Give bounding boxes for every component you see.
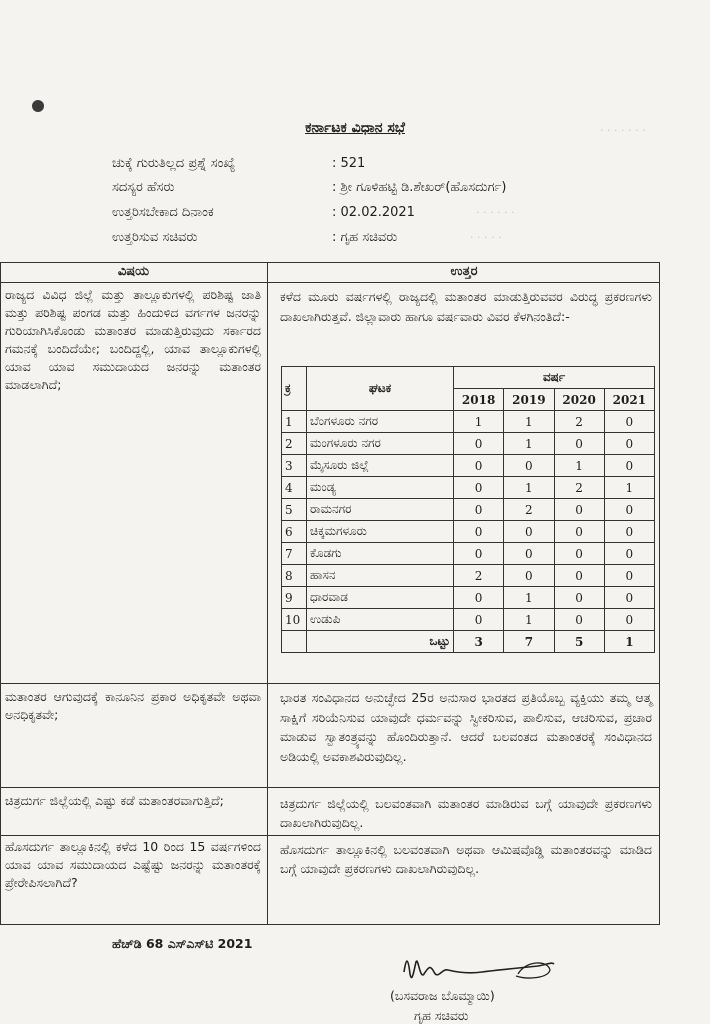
member-name-value: : ಶ್ರೀ ಗೂಳಿಹಟ್ಟಿ ಡಿ.ಶೇಖರ್(ಹೊಸದುರ್ಗ) <box>332 180 507 195</box>
column-divider <box>267 262 268 925</box>
row-value: 0 <box>554 587 604 609</box>
total-label: ಒಟ್ಟು <box>307 631 454 653</box>
answer-3: ಚಿತ್ರದುರ್ಗ ಜಿಲ್ಲೆಯಲ್ಲಿ ಬಲವಂತವಾಗಿ ಮತಾಂತರ ಮಾಡಿರುವ ಬಗ್ಗೆ ಯಾವುದೇ ಪ್ರಕರಣಗಳು ದಾಖಲಾಗಿರುವುದಿಲ್ಲ. <box>280 796 652 830</box>
faded-minister-note: · · · · · <box>470 231 502 244</box>
answer-1: ಕಳೆದ ಮೂರು ವರ್ಷಗಳಲ್ಲಿ ರಾಜ್ಯದಲ್ಲಿ ಮತಾಂತರ ಮಾಡುತ್ತಿರುವವರ ವಿರುದ್ಧ ಪ್ರಕರಣಗಳು ದಾಖಲಾಗಿರುತ್ತವೆ. ಜಿಲ್ಲಾವಾರು ಹಾಗೂ ವರ್ಷವಾರು ವಿವರ ಕೆಳಗಿನಂತಿದೆ:- <box>280 289 652 324</box>
member-name-label: ಸದಸ್ಯರ ಹೆಸರು <box>112 180 175 195</box>
table-row <box>282 543 655 565</box>
table-row <box>282 499 655 521</box>
page-title: ಕರ್ನಾಟಕ ವಿಧಾನ ಸಭೆ <box>305 120 405 136</box>
row-value: 2 <box>554 411 604 433</box>
row-rule-2 <box>0 787 660 788</box>
row-district: ಚಿಕ್ಕಮಗಳೂರು <box>307 521 454 543</box>
row-value: 0 <box>504 543 554 565</box>
punch-hole <box>32 100 44 112</box>
row-value: 0 <box>604 499 654 521</box>
unit-header: ಘಟಕ <box>307 367 454 411</box>
answer-date-value: : 02.02.2021 <box>332 205 415 220</box>
row-district: ಮಂಡ್ಯ <box>307 477 454 499</box>
row-value: 0 <box>504 521 554 543</box>
row-value: 2 <box>504 499 554 521</box>
answer-date-label: ಉತ್ತರಿಸಬೇಕಾದ ದಿನಾಂಕ <box>112 205 214 220</box>
year-2020: 2020 <box>554 389 604 411</box>
table-row <box>282 433 655 455</box>
row-value: 0 <box>504 455 554 477</box>
row-district: ಮೈಸೂರು ಜಿಲ್ಲೆ <box>307 455 454 477</box>
year-2018: 2018 <box>454 389 504 411</box>
row-district: ಹಾಸನ <box>307 565 454 587</box>
question-number-label: ಚುಕ್ಕೆ ಗುರುತಿಲ್ಲದ ಪ್ರಶ್ನೆ ಸಂಖ್ಯೆ <box>112 156 236 171</box>
table-row <box>282 587 655 609</box>
answer-column-header: ಉತ್ತರ <box>450 264 478 279</box>
total-row <box>282 631 655 653</box>
row-value: 1 <box>504 411 554 433</box>
row-value: 0 <box>554 543 604 565</box>
row-value: 0 <box>604 411 654 433</box>
row-value: 0 <box>604 609 654 631</box>
row-value: 1 <box>504 609 554 631</box>
row-value: 0 <box>604 587 654 609</box>
row-value: 1 <box>504 433 554 455</box>
row-value: 1 <box>504 587 554 609</box>
table-row <box>282 565 655 587</box>
row-value: 0 <box>554 499 604 521</box>
row-sn: 10 <box>282 609 307 631</box>
total-2018: 3 <box>454 631 504 653</box>
row-sn: 7 <box>282 543 307 565</box>
faded-stamp-text: · · · · · · · <box>600 124 646 137</box>
table-row <box>282 609 655 631</box>
row-district: ಧಾರವಾಡ <box>307 587 454 609</box>
row-value: 0 <box>604 543 654 565</box>
row-sn: 1 <box>282 411 307 433</box>
row-sn: 6 <box>282 521 307 543</box>
question-1: ರಾಜ್ಯದ ವಿವಿಧ ಜಿಲ್ಲೆ ಮತ್ತು ತಾಲ್ಲೂಕುಗಳಲ್ಲಿ ಪರಿಶಿಷ್ಟ ಜಾತಿ ಮತ್ತು ಪರಿಶಿಷ್ಟ ಪಂಗಡ ಮತ್ತು ಹಿಂದುಳಿದ ವರ್ಗಗಳ ಜನರನ್ನು ಗುರಿಯಾಗಿಸಿಕೊಂಡು ಮತಾಂತರ ಮಾಡುತ್ತಿರುವುದು ಸರ್ಕಾರದ ಗಮನಕ್ಕೆ ಬಂದಿದೆಯೇ; ಬಂದಿದ್ದಲ್ಲಿ, ಯಾವ ತಾಲ್ಲೂಕುಗಳಲ್ಲಿ ಯಾವ ಯಾವ ಸಮುದಾಯದ ಜನರನ್ನು ಮತಾಂತರ ಮಾಡಲಾಗಿದೆ; <box>5 287 261 392</box>
row-sn: 4 <box>282 477 307 499</box>
row-value: 0 <box>554 609 604 631</box>
row-value: 0 <box>454 455 504 477</box>
row-value: 0 <box>504 565 554 587</box>
row-value: 1 <box>554 455 604 477</box>
row-value: 0 <box>454 543 504 565</box>
document-code: ಹೆಚ್‌ಡಿ 68 ಎಸ್‌ಎಸ್‌ಟಿ 2021 <box>112 936 253 951</box>
question-4: ಹೊಸದುರ್ಗ ತಾಲ್ಲೂಕಿನಲ್ಲಿ ಕಳೆದ 10 ರಿಂದ 15 ವರ್ಷಗಳಿಂದ ಯಾವ ಯಾವ ಸಮುದಾಯದ ಎಷ್ಟೆಷ್ಟು ಜನರನ್ನು ಮತಾಂತರಕ್ಕೆ ಪ್ರೇರೇಪಿಸಲಾಗಿದೆ? <box>5 839 261 890</box>
table-row <box>282 411 655 433</box>
signer-name: (ಬಸವರಾಜ ಬೊಮ್ಮಾಯಿ) <box>390 988 495 1003</box>
minister-label: ಉತ್ತರಿಸುವ ಸಚಿವರು <box>112 230 198 245</box>
row-sn: 3 <box>282 455 307 477</box>
question-2: ಮತಾಂತರ ಆಗುವುದಕ್ಕೆ ಕಾನೂನಿನ ಪ್ರಕಾರ ಅಧಿಕೃತವೇ ಅಥವಾ ಅನಧಿಕೃತವೇ; <box>5 689 261 722</box>
subject-column-header: ವಿಷಯ <box>117 264 150 279</box>
row-district: ಬೆಂಗಳೂರು ನಗರ <box>307 411 454 433</box>
row-value: 0 <box>604 433 654 455</box>
year-2021: 2021 <box>604 389 654 411</box>
year-header: ವರ್ಷ <box>454 367 655 389</box>
row-district: ಉಡುಪಿ <box>307 609 454 631</box>
row-value: 0 <box>454 433 504 455</box>
faded-date-note: · · · · · · <box>476 206 515 219</box>
row-rule-1 <box>0 683 660 684</box>
row-value: 0 <box>454 521 504 543</box>
row-value: 0 <box>604 455 654 477</box>
row-sn: 5 <box>282 499 307 521</box>
row-value: 0 <box>454 499 504 521</box>
total-2021: 1 <box>604 631 654 653</box>
signer-designation: ಗೃಹ ಸಚಿವರು <box>414 1008 469 1023</box>
year-2019: 2019 <box>504 389 554 411</box>
row-value: 0 <box>554 521 604 543</box>
row-value: 0 <box>604 565 654 587</box>
table-row <box>282 455 655 477</box>
row-value: 0 <box>604 521 654 543</box>
question-number-value: : 521 <box>332 156 366 171</box>
row-rule-3 <box>0 835 660 836</box>
conversion-cases-table <box>281 366 655 653</box>
row-value: 0 <box>554 565 604 587</box>
row-value: 1 <box>504 477 554 499</box>
row-value: 1 <box>604 477 654 499</box>
header-rule <box>0 282 660 283</box>
total-2019: 7 <box>504 631 554 653</box>
row-sn: 2 <box>282 433 307 455</box>
table-header-row <box>282 367 655 389</box>
row-value: 0 <box>554 433 604 455</box>
minister-value: : ಗೃಹ ಸಚಿವರು <box>332 230 398 245</box>
row-value: 2 <box>454 565 504 587</box>
row-district: ರಾಮನಗರ <box>307 499 454 521</box>
row-sn: 9 <box>282 587 307 609</box>
question-3: ಚಿತ್ರದುರ್ಗ ಜಿಲ್ಲೆಯಲ್ಲಿ ಎಷ್ಟು ಕಡೆ ಮತಾಂತರವಾಗುತ್ತಿದೆ; <box>5 793 224 808</box>
table-row <box>282 477 655 499</box>
row-value: 0 <box>454 609 504 631</box>
row-value: 0 <box>454 477 504 499</box>
row-district: ಕೊಡಗು <box>307 543 454 565</box>
table-row <box>282 521 655 543</box>
sn-header: ಕ್ರ <box>282 367 307 411</box>
row-sn: 8 <box>282 565 307 587</box>
row-district: ಮಂಗಳೂರು ನಗರ <box>307 433 454 455</box>
row-value: 0 <box>454 587 504 609</box>
answer-4: ಹೊಸದುರ್ಗ ತಾಲ್ಲೂಕಿನಲ್ಲಿ ಬಲವಂತವಾಗಿ ಅಥವಾ ಆಮಿಷವೊಡ್ಡಿ ಮತಾಂತರವನ್ನು ಮಾಡಿದ ಬಗ್ಗೆ ಯಾವುದೇ ಪ್ರಕರಣಗಳು ದಾಖಲಾಗಿರುವುದಿಲ್ಲ. <box>280 842 652 876</box>
total-2020: 5 <box>554 631 604 653</box>
row-value: 2 <box>554 477 604 499</box>
row-value: 1 <box>454 411 504 433</box>
answer-2: ಭಾರತ ಸಂವಿಧಾನದ ಅನುಚ್ಛೇದ 25ರ ಅನುಸಾರ ಭಾರತದ ಪ್ರತಿಯೊಬ್ಬ ವ್ಯಕ್ತಿಯು ತಮ್ಮ ಆತ್ಮ ಸಾಕ್ಷಿಗೆ ಸರಿಯೆನಿಸುವ ಯಾವುದೇ ಧರ್ಮವನ್ನು ಸ್ವೀಕರಿಸುವ, ಪಾಲಿಸುವ, ಆಚರಿಸುವ, ಪ್ರಚಾರ ಮಾಡುವ ಸ್ವಾತಂತ್ರ್ಯವನ್ನು ಹೊಂದಿರುತ್ತಾನೆ. ಆದರೆ ಬಲವಂತದ ಮತಾಂತರಕ್ಕೆ ಸಂವಿಧಾನದ ಅಡಿಯಲ್ಲಿ ಅವಕಾಶವಿರುವುದಿಲ್ಲ. <box>280 690 652 764</box>
